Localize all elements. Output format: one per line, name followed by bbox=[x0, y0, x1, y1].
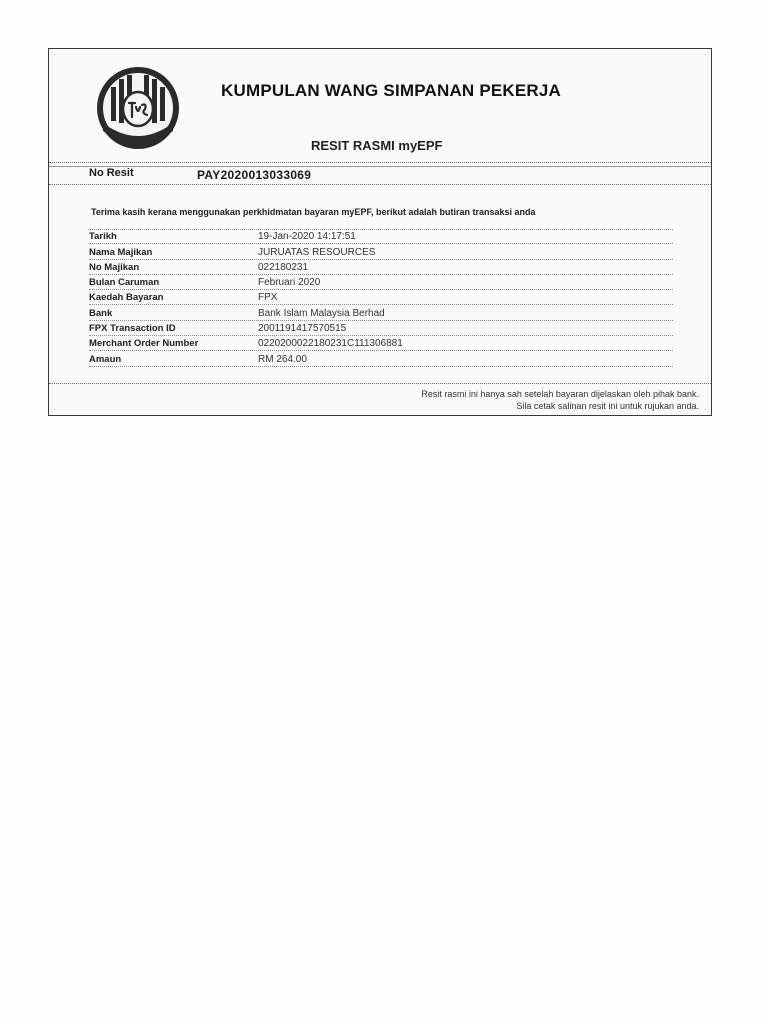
receipt-number-value: PAY2020013033069 bbox=[197, 168, 312, 182]
receipt-number-label: No Resit bbox=[89, 167, 134, 179]
detail-label: Tarikh bbox=[89, 231, 117, 243]
detail-value: Februari 2020 bbox=[258, 277, 321, 289]
detail-label: Nama Majikan bbox=[89, 246, 153, 258]
detail-row-employer-number bbox=[89, 260, 673, 275]
detail-value: 2001191417570515 bbox=[258, 323, 347, 335]
divider bbox=[49, 383, 711, 384]
detail-label: Amaun bbox=[89, 353, 122, 365]
detail-row-merchant-order-number bbox=[89, 336, 673, 351]
document-title: RESIT RASMI myEPF bbox=[311, 138, 443, 153]
kwsp-logo-icon bbox=[95, 65, 181, 151]
detail-value: 19-Jan-2020 14:17:51 bbox=[258, 231, 356, 243]
detail-row-date bbox=[89, 229, 673, 244]
divider bbox=[49, 184, 711, 185]
detail-label: Bulan Caruman bbox=[89, 277, 160, 289]
detail-label: Merchant Order Number bbox=[89, 338, 199, 350]
detail-label: Bank bbox=[89, 307, 113, 319]
detail-value: RM 264.00 bbox=[258, 353, 307, 365]
organization-title: KUMPULAN WANG SIMPANAN PEKERJA bbox=[221, 81, 562, 100]
detail-value: Bank Islam Malaysia Berhad bbox=[258, 307, 385, 319]
intro-text: Terima kasih kerana menggunakan perkhidmatan bayaran myEPF, berikut adalah butiran transaksi anda bbox=[91, 207, 536, 217]
detail-value: JURUATAS RESOURCES bbox=[258, 246, 376, 258]
footer-note bbox=[421, 388, 699, 412]
detail-value: 0220200022180231C111306881 bbox=[258, 338, 403, 350]
detail-row-contribution-month bbox=[89, 275, 673, 290]
divider bbox=[49, 166, 711, 167]
detail-row-amount bbox=[89, 351, 673, 366]
detail-label: No Majikan bbox=[89, 261, 140, 273]
detail-row-bank bbox=[89, 305, 673, 320]
footer-line-print: Sila cetak salinan resit ini untuk rujukan anda. bbox=[516, 401, 699, 411]
detail-row-fpx-transaction-id bbox=[89, 321, 673, 336]
receipt-panel bbox=[48, 48, 712, 416]
detail-label: Kaedah Bayaran bbox=[89, 292, 164, 304]
transaction-details-table bbox=[89, 229, 673, 367]
divider bbox=[49, 162, 711, 163]
detail-value: FPX bbox=[258, 292, 278, 304]
detail-label: FPX Transaction ID bbox=[89, 323, 176, 335]
detail-value: 022180231 bbox=[258, 261, 309, 273]
footer-line-validity: Resit rasmi ini hanya sah setelah bayaran dijelaskan oleh pihak bank. bbox=[421, 389, 699, 399]
detail-row-employer-name bbox=[89, 244, 673, 259]
detail-row-payment-method bbox=[89, 290, 673, 305]
